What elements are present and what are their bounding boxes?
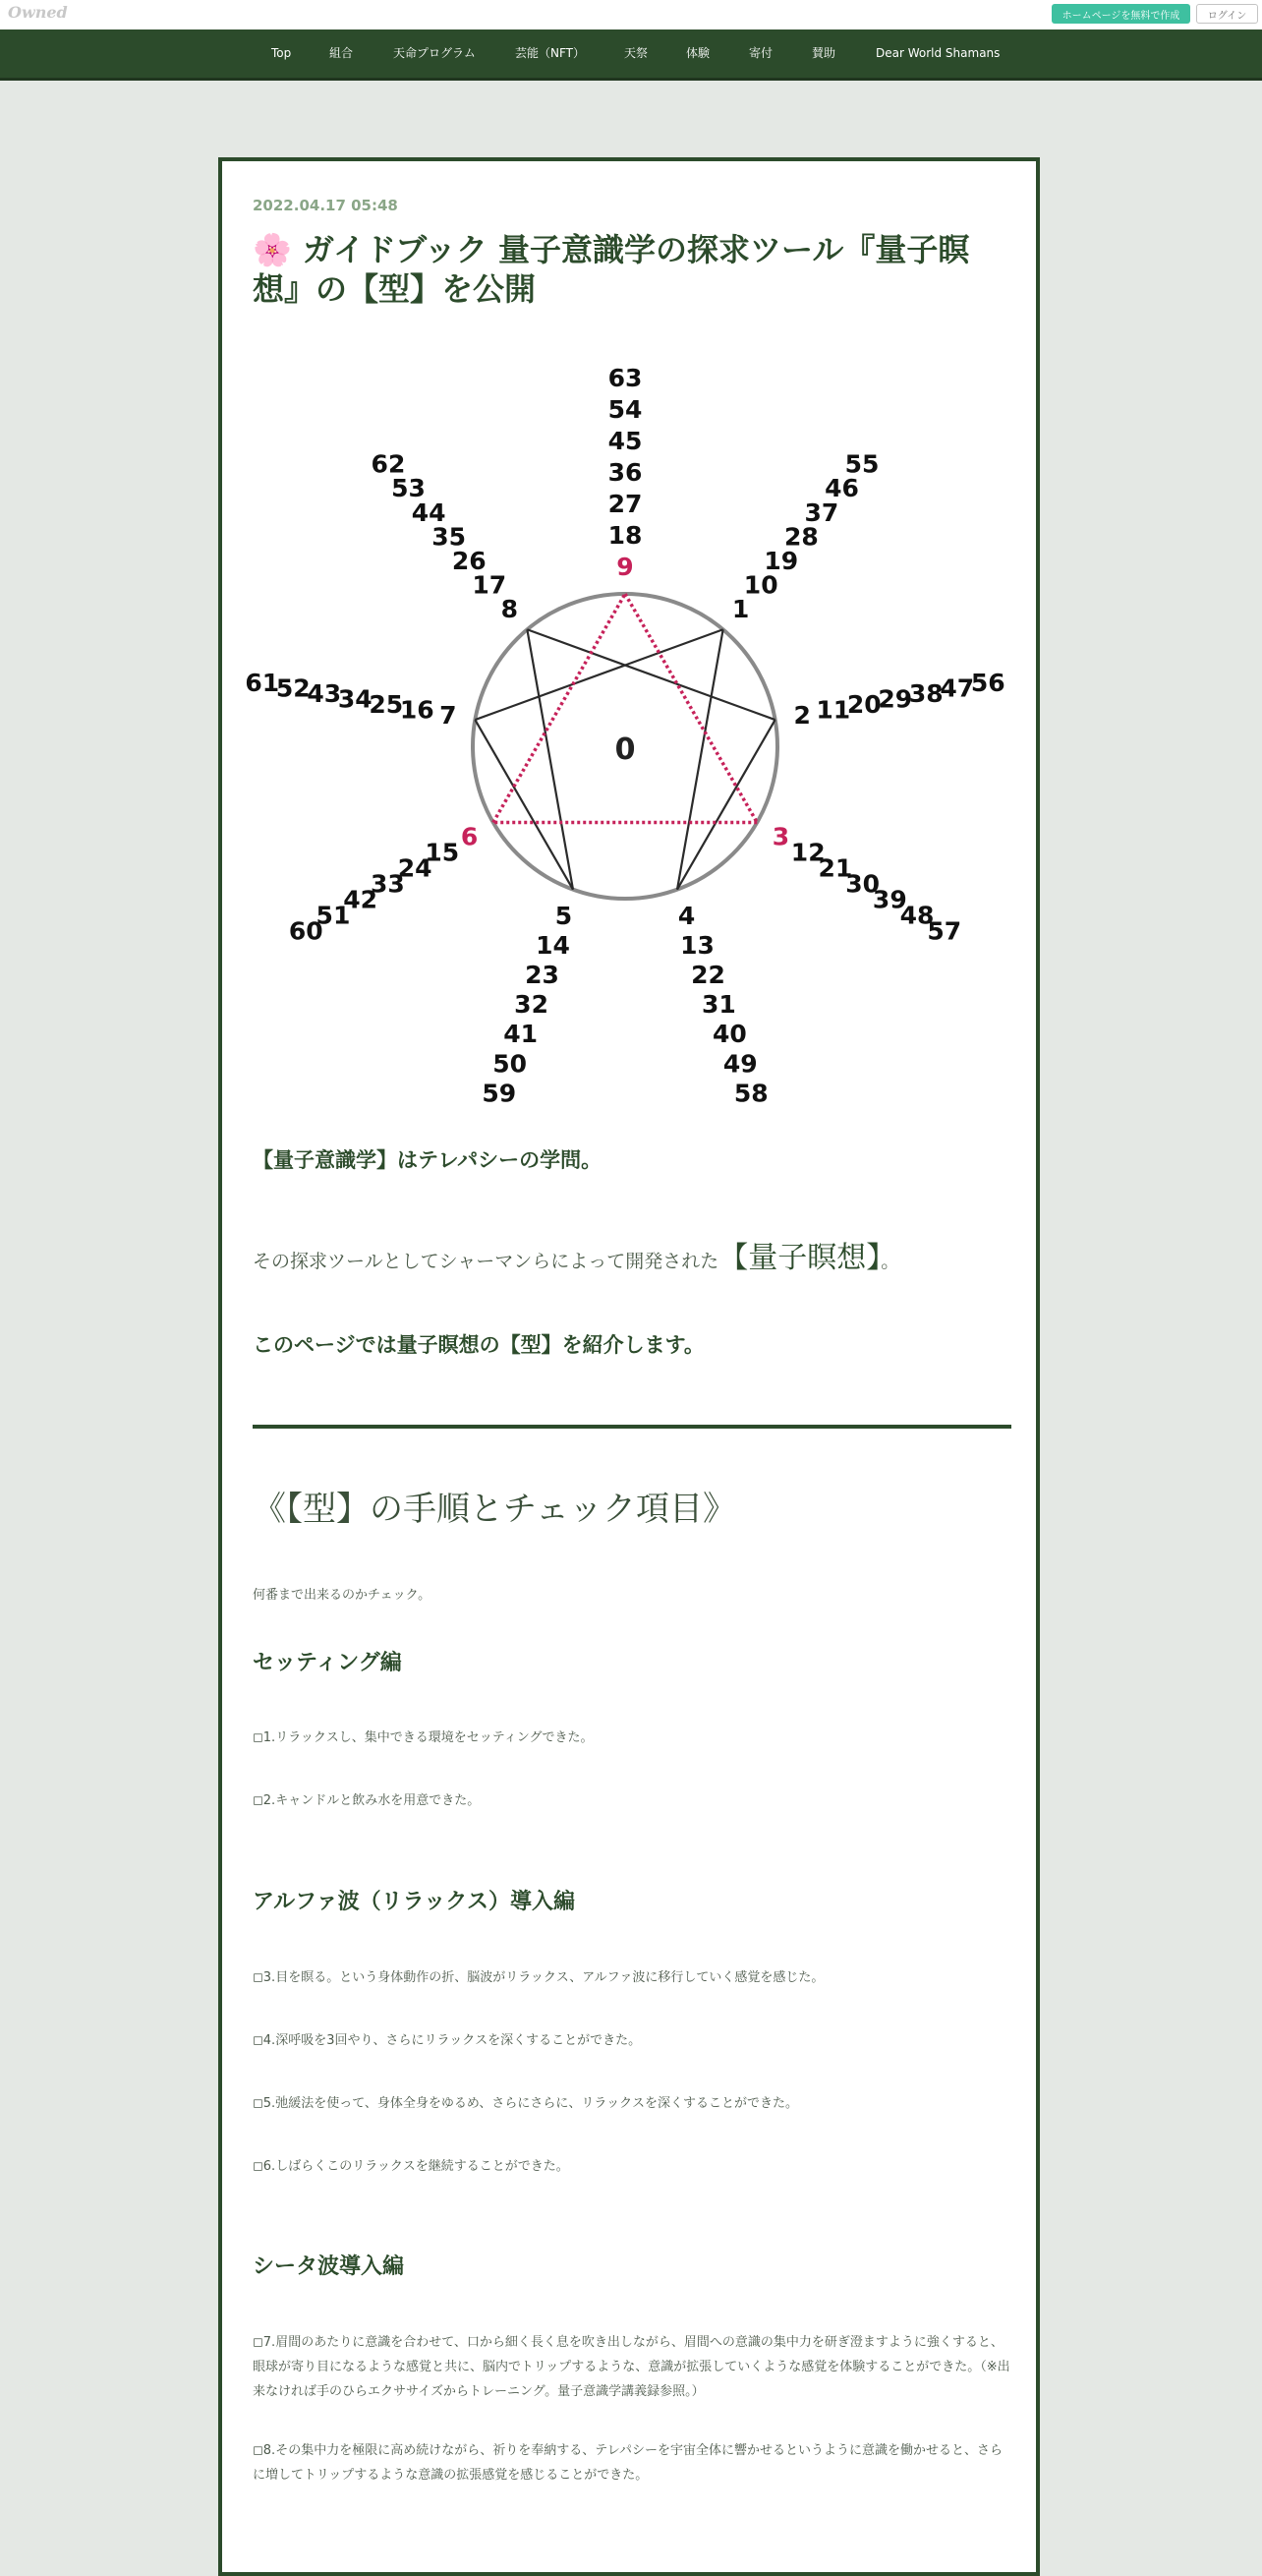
point-label: 50 (492, 1049, 528, 1079)
point-label: 49 (722, 1049, 758, 1079)
point-label: 10 (743, 570, 778, 600)
point-label: 22 (691, 961, 725, 990)
lead-tool (253, 1233, 899, 1276)
nav-item-shamans[interactable]: Dear World Shamans (876, 46, 1001, 60)
point-label: 60 (288, 916, 323, 946)
lead-tool-emphasis: 【量子瞑想】 (718, 1241, 882, 1275)
point-label: 31 (702, 990, 736, 1020)
point-label: 5 (554, 901, 573, 930)
point-label: 47 (940, 673, 975, 703)
point-label: 7 (439, 701, 457, 731)
point-label: 61 (245, 668, 280, 697)
heading-setting: セッティング編 (253, 1651, 402, 1675)
main-nav (0, 29, 1262, 81)
divider (253, 1425, 1011, 1429)
point-label: 39 (872, 885, 907, 914)
point-label: 37 (804, 498, 839, 527)
lead-tool-suffix: 。 (881, 1251, 900, 1272)
point-label: 32 (514, 990, 548, 1020)
check-item-3[interactable]: ◻︎3.目を瞑る。という身体動作の折、脳波がリラックス、アルファ波に移行していく感覚を感じた。 (253, 1970, 825, 1985)
point-label: 51 (316, 901, 351, 930)
point-label: 36 (607, 458, 643, 487)
lead-tool-prefix: その探求ツールとしてシャーマンらによって開発された (253, 1251, 719, 1272)
check-item-4[interactable]: ◻︎4.深呼吸を3回やり、さらにリラックスを深くすることができた。 (253, 2033, 642, 2048)
section-title: 《【型】の手順とチェック項目》 (253, 1490, 736, 1529)
point-label: 11 (816, 695, 851, 725)
nav-item-festival[interactable]: 天祭 (624, 46, 649, 60)
point-label: 48 (899, 901, 935, 930)
check-item-5[interactable]: ◻︎5.弛緩法を使って、身体全身をゆるめ、さらにさらに、リラックスを深くすることができた。 (253, 2096, 799, 2111)
post-date: 2022.04.17 05:48 (253, 197, 398, 214)
point-label: 54 (607, 395, 643, 424)
triangle-line (493, 594, 625, 823)
point-label: 1 (731, 594, 750, 623)
point-label: 3 (772, 822, 790, 851)
point-label: 25 (369, 690, 404, 720)
section-intro: 何番まで出来るのかチェック。 (253, 1588, 431, 1603)
create-homepage-button[interactable]: ホームページを無料で作成 (1052, 4, 1190, 24)
point-label: 16 (399, 695, 434, 725)
point-label: 38 (908, 678, 944, 708)
point-label: 46 (825, 474, 859, 503)
point-label: 35 (431, 522, 467, 552)
lead-intro: このページでは量子瞑想の【型】を紹介します。 (253, 1333, 705, 1357)
point-label: 62 (371, 449, 406, 479)
point-label: 12 (790, 838, 826, 867)
point-label: 33 (370, 869, 405, 899)
point-label: 27 (607, 490, 643, 518)
lead-telepathy: 【量子意識学】はテレパシーの学問。 (253, 1148, 602, 1172)
point-label: 13 (680, 931, 715, 961)
point-label: 40 (712, 1020, 747, 1049)
point-label: 15 (425, 838, 460, 867)
nav-item-union[interactable]: 組合 (329, 46, 354, 60)
point-label: 14 (536, 931, 570, 961)
point-label: 56 (970, 668, 1005, 697)
point-label: 63 (607, 364, 643, 392)
point-label: 58 (733, 1079, 769, 1108)
point-label: 29 (878, 684, 913, 714)
triangle-line (625, 594, 757, 823)
check-item-8[interactable]: ◻︎8.その集中力を極限に高め続けながら、祈りを奉納する、テレパシーを宇宙全体に響かせるというように意識を働かせると、さらに増してトリップするような意識の拡張感覚を感じることができた。 (253, 2443, 1004, 2483)
point-label: 44 (411, 498, 446, 527)
enneagram-diagram (245, 328, 1005, 1108)
nav-item-nft[interactable]: 芸能（NFT） (515, 46, 585, 60)
check-item-6[interactable]: ◻︎6.しばらくこのリラックスを継続することができた。 (253, 2159, 569, 2174)
check-item-2[interactable]: ◻︎2.キャンドルと飲み水を用意できた。 (253, 1793, 481, 1808)
point-label: 4 (677, 901, 696, 930)
point-label: 6 (460, 822, 479, 851)
nav-item-program[interactable]: 天命プログラム (393, 46, 476, 60)
point-label: 9 (616, 553, 634, 581)
nav-item-experience[interactable]: 体験 (686, 46, 711, 60)
point-label: 45 (607, 427, 643, 455)
article-card (218, 157, 1040, 2576)
point-label: 24 (397, 853, 432, 883)
top-bar (0, 0, 1262, 30)
point-label: 21 (818, 853, 853, 883)
point-label: 43 (307, 678, 342, 708)
point-label: 34 (337, 684, 373, 714)
point-label: 23 (525, 961, 559, 990)
point-label: 2 (793, 701, 811, 731)
point-label: 20 (846, 690, 882, 720)
point-label: 19 (764, 546, 799, 575)
point-label: 41 (503, 1020, 539, 1049)
point-label: 28 (783, 522, 819, 552)
point-label: 53 (391, 474, 426, 503)
heading-theta: シータ波導入編 (253, 2254, 405, 2279)
login-button[interactable]: ログイン (1196, 4, 1258, 24)
center-number: 0 (614, 732, 636, 767)
nav-item-support[interactable]: 賛助 (812, 46, 836, 60)
check-item-7[interactable]: ◻︎7.眉間のあたりに意識を合わせて、口から細く長く息を吹き出しながら、眉間への意識の集中力を研ぎ澄ますように強くすると、眼球が寄り目になるような感覚と共に、脳内でトリップするような、意識が拡張していくような感覚を体験することができた。（※出来なければ手のひらエクササイズからトレーニング。量子意識学講義録参照。） (253, 2335, 1010, 2399)
point-label: 57 (927, 916, 962, 946)
point-label: 59 (482, 1079, 517, 1108)
nav-item-donation[interactable]: 寄付 (749, 46, 774, 60)
point-label: 52 (275, 673, 311, 703)
point-label: 8 (500, 594, 519, 623)
post-title: 🌸 ガイドブック 量子意識学の探求ツール『量子瞑想』の【型】を公開 (253, 231, 970, 308)
point-label: 17 (472, 570, 507, 600)
nav-item-top[interactable]: Top (271, 46, 292, 60)
point-label: 55 (844, 449, 880, 479)
check-item-1[interactable]: ◻︎1.リラックスし、集中できる環境をセッティングできた。 (253, 1730, 594, 1745)
point-label: 30 (845, 869, 881, 899)
point-label: 42 (343, 885, 378, 914)
point-label: 26 (451, 546, 487, 575)
heading-alpha: アルファ波（リラックス）導入編 (253, 1890, 576, 1914)
site-logo[interactable]: Owned (8, 3, 68, 22)
point-label: 18 (607, 521, 643, 550)
